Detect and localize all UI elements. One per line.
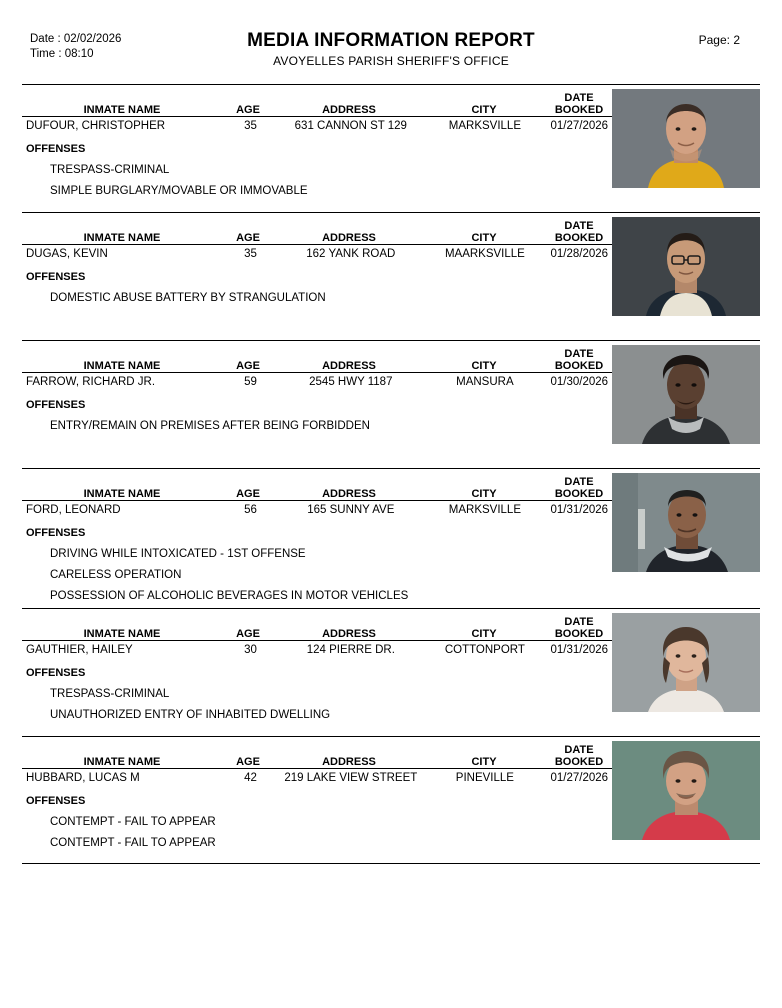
inmate-age: 30 bbox=[244, 644, 257, 656]
column-header-date-line2: BOOKED bbox=[554, 359, 604, 372]
column-header-city: CITY bbox=[471, 232, 497, 244]
offenses-label: OFFENSES bbox=[26, 667, 86, 679]
inmate-date-booked: 01/31/2026 bbox=[550, 644, 609, 656]
column-header-age: AGE bbox=[236, 756, 260, 768]
record-column-headers bbox=[22, 742, 614, 768]
inmate-city: MARKSVILLE bbox=[448, 120, 521, 132]
header-rule bbox=[22, 640, 614, 641]
column-header-date-booked bbox=[544, 745, 614, 768]
column-header-address: ADDRESS bbox=[322, 232, 376, 244]
record-values bbox=[22, 772, 614, 787]
header-date: Date : 02/02/2026 bbox=[30, 33, 122, 45]
inmate-address: 2545 HWY 1187 bbox=[309, 376, 393, 388]
inmate-date-booked: 01/28/2026 bbox=[550, 248, 609, 260]
offense-item: ENTRY/REMAIN ON PREMISES AFTER BEING FORBIDDEN bbox=[50, 420, 370, 432]
offense-item: TRESPASS-CRIMINAL bbox=[50, 164, 170, 176]
inmate-address: 219 LAKE VIEW STREET bbox=[284, 772, 418, 784]
column-header-address: ADDRESS bbox=[322, 756, 376, 768]
column-header-date-line2: BOOKED bbox=[554, 103, 604, 116]
header-rule bbox=[22, 244, 614, 245]
header-rule bbox=[22, 500, 614, 501]
inmate-record bbox=[22, 84, 760, 212]
mugshot-photo bbox=[612, 473, 760, 572]
report-header bbox=[22, 0, 760, 72]
page-subtitle: AVOYELLES PARISH SHERIFF'S OFFICE bbox=[273, 54, 509, 68]
inmate-name: HUBBARD, LUCAS M bbox=[26, 772, 140, 784]
column-header-city: CITY bbox=[471, 628, 497, 640]
column-header-age: AGE bbox=[236, 104, 260, 116]
offense-item: SIMPLE BURGLARY/MOVABLE OR IMMOVABLE bbox=[50, 185, 308, 197]
record-column-headers bbox=[22, 474, 614, 500]
offenses-label: OFFENSES bbox=[26, 143, 86, 155]
mugshot-photo bbox=[612, 89, 760, 188]
page-number: Page: 2 bbox=[698, 33, 740, 47]
column-header-age: AGE bbox=[236, 360, 260, 372]
column-header-address: ADDRESS bbox=[322, 488, 376, 500]
header-rule bbox=[22, 768, 614, 769]
record-values bbox=[22, 248, 614, 263]
inmate-age: 56 bbox=[244, 504, 257, 516]
mugshot-photo bbox=[612, 217, 760, 316]
column-header-address: ADDRESS bbox=[322, 628, 376, 640]
offenses-label: OFFENSES bbox=[26, 399, 86, 411]
record-values bbox=[22, 120, 614, 135]
column-header-name: INMATE NAME bbox=[83, 232, 161, 244]
header-titles bbox=[22, 30, 760, 68]
column-header-date-booked bbox=[544, 221, 614, 244]
inmate-records-list bbox=[22, 84, 760, 864]
column-header-name: INMATE NAME bbox=[83, 756, 161, 768]
inmate-address: 162 YANK ROAD bbox=[306, 248, 396, 260]
offense-item: TRESPASS-CRIMINAL bbox=[50, 688, 170, 700]
column-header-date-line2: BOOKED bbox=[554, 231, 604, 244]
column-header-city: CITY bbox=[471, 756, 497, 768]
inmate-record bbox=[22, 468, 760, 608]
column-header-age: AGE bbox=[236, 488, 260, 500]
inmate-age: 42 bbox=[244, 772, 257, 784]
inmate-city: MANSURA bbox=[456, 376, 514, 388]
record-values bbox=[22, 644, 614, 659]
offense-item: DRIVING WHILE INTOXICATED - 1ST OFFENSE bbox=[50, 548, 306, 560]
inmate-name: GAUTHIER, HAILEY bbox=[26, 644, 133, 656]
column-header-address: ADDRESS bbox=[322, 104, 376, 116]
column-header-name: INMATE NAME bbox=[83, 488, 161, 500]
record-column-headers bbox=[22, 614, 614, 640]
column-header-name: INMATE NAME bbox=[83, 360, 161, 372]
header-time: Time : 08:10 bbox=[30, 48, 94, 60]
column-header-city: CITY bbox=[471, 360, 497, 372]
inmate-address: 165 SUNNY AVE bbox=[307, 504, 395, 516]
inmate-date-booked: 01/30/2026 bbox=[550, 376, 609, 388]
mugshot-photo bbox=[612, 345, 760, 444]
record-column-headers bbox=[22, 346, 614, 372]
column-header-date-booked bbox=[544, 349, 614, 372]
inmate-address: 631 CANNON ST 129 bbox=[294, 120, 407, 132]
inmate-name: DUFOUR, CHRISTOPHER bbox=[26, 120, 166, 132]
column-header-name: INMATE NAME bbox=[83, 628, 161, 640]
record-details bbox=[22, 346, 614, 432]
offenses-label: OFFENSES bbox=[26, 527, 86, 539]
inmate-address: 124 PIERRE DR. bbox=[306, 644, 395, 656]
inmate-record bbox=[22, 340, 760, 468]
header-rule bbox=[22, 372, 614, 373]
record-details bbox=[22, 474, 614, 602]
inmate-age: 35 bbox=[244, 120, 257, 132]
inmate-record bbox=[22, 736, 760, 864]
inmate-age: 35 bbox=[244, 248, 257, 260]
record-column-headers bbox=[22, 218, 614, 244]
offense-item: CONTEMPT - FAIL TO APPEAR bbox=[50, 837, 216, 849]
column-header-date-line1: DATE bbox=[564, 220, 594, 232]
column-header-date-booked bbox=[544, 477, 614, 500]
column-header-date-line2: BOOKED bbox=[554, 487, 604, 500]
inmate-age: 59 bbox=[244, 376, 257, 388]
column-header-city: CITY bbox=[471, 104, 497, 116]
inmate-record bbox=[22, 608, 760, 736]
inmate-date-booked: 01/31/2026 bbox=[550, 504, 609, 516]
record-column-headers bbox=[22, 90, 614, 116]
column-header-date-line1: DATE bbox=[564, 92, 594, 104]
offense-item: DOMESTIC ABUSE BATTERY BY STRANGULATION bbox=[50, 292, 326, 304]
offense-item: UNAUTHORIZED ENTRY OF INHABITED DWELLING bbox=[50, 709, 331, 721]
inmate-date-booked: 01/27/2026 bbox=[550, 120, 609, 132]
inmate-name: FORD, LEONARD bbox=[26, 504, 121, 516]
column-header-age: AGE bbox=[236, 232, 260, 244]
column-header-date-line1: DATE bbox=[564, 348, 594, 360]
column-header-age: AGE bbox=[236, 628, 260, 640]
record-values bbox=[22, 376, 614, 391]
column-header-date-booked bbox=[544, 93, 614, 116]
column-header-date-line2: BOOKED bbox=[554, 755, 604, 768]
column-header-name: INMATE NAME bbox=[83, 104, 161, 116]
inmate-city: MARKSVILLE bbox=[448, 504, 521, 516]
header-rule bbox=[22, 116, 614, 117]
offense-item: CARELESS OPERATION bbox=[50, 569, 182, 581]
record-details bbox=[22, 218, 614, 304]
column-header-date-line2: BOOKED bbox=[554, 627, 604, 640]
offense-item: POSSESSION OF ALCOHOLIC BEVERAGES IN MOTOR VEHICLES bbox=[50, 590, 409, 602]
record-details bbox=[22, 614, 614, 721]
header-datetime bbox=[30, 32, 121, 62]
page-title: MEDIA INFORMATION REPORT bbox=[247, 30, 535, 51]
inmate-city: COTTONPORT bbox=[444, 644, 525, 656]
column-header-date-line1: DATE bbox=[564, 476, 594, 488]
inmate-name: FARROW, RICHARD JR. bbox=[26, 376, 156, 388]
offenses-label: OFFENSES bbox=[26, 271, 86, 283]
inmate-city: PINEVILLE bbox=[455, 772, 514, 784]
inmate-date-booked: 01/27/2026 bbox=[550, 772, 609, 784]
record-values bbox=[22, 504, 614, 519]
column-header-city: CITY bbox=[471, 488, 497, 500]
inmate-name: DUGAS, KEVIN bbox=[26, 248, 108, 260]
mugshot-photo bbox=[612, 613, 760, 712]
record-details bbox=[22, 90, 614, 197]
column-header-address: ADDRESS bbox=[322, 360, 376, 372]
inmate-city: MAARKSVILLE bbox=[444, 248, 525, 260]
offenses-label: OFFENSES bbox=[26, 795, 86, 807]
offense-item: CONTEMPT - FAIL TO APPEAR bbox=[50, 816, 216, 828]
mugshot-photo bbox=[612, 741, 760, 840]
column-header-date-line1: DATE bbox=[564, 616, 594, 628]
record-details bbox=[22, 742, 614, 849]
column-header-date-booked bbox=[544, 617, 614, 640]
inmate-record bbox=[22, 212, 760, 340]
column-header-date-line1: DATE bbox=[564, 744, 594, 756]
